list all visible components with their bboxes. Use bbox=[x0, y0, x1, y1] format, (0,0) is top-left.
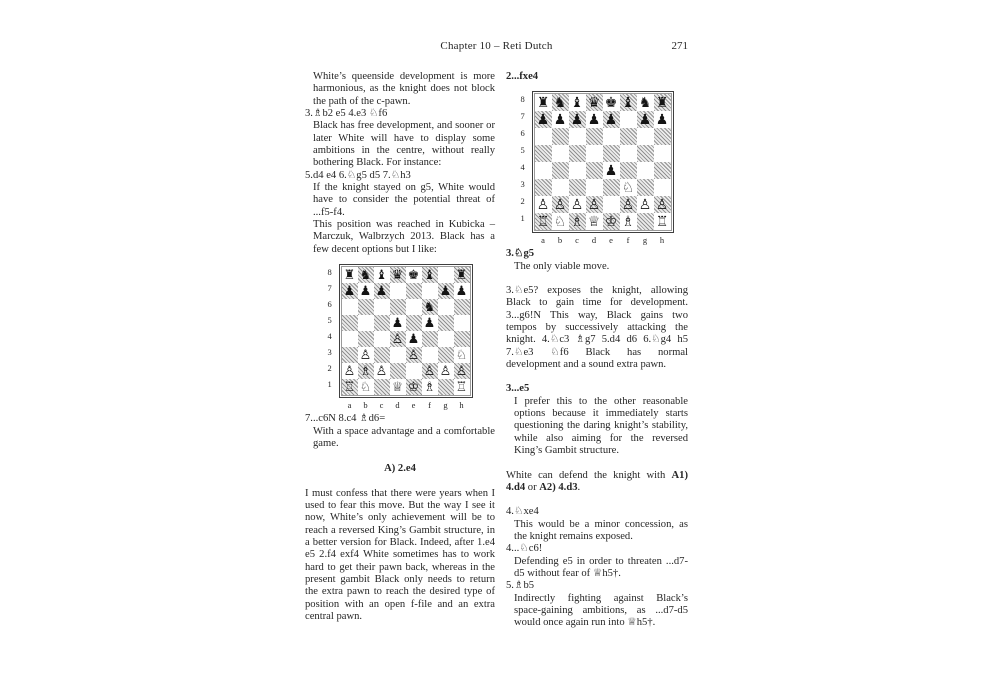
square-d6 bbox=[390, 299, 406, 315]
rank-label: 1 bbox=[520, 213, 525, 224]
file-label: e bbox=[609, 235, 613, 246]
square-e3 bbox=[603, 179, 620, 196]
square-a7 bbox=[342, 283, 358, 299]
white-knight-icon: ♘ bbox=[455, 347, 468, 363]
square-a2 bbox=[535, 196, 552, 213]
board-rank-row bbox=[535, 145, 671, 162]
black-knight-icon: ♞ bbox=[638, 94, 652, 111]
square-b7 bbox=[358, 283, 374, 299]
square-d5 bbox=[586, 145, 603, 162]
paragraph: White’s queenside development is more harmonious, as the knight does not block the path of the c-pawn. bbox=[313, 71, 495, 107]
square-b6 bbox=[552, 128, 569, 145]
square-h8 bbox=[454, 267, 470, 283]
white-knight-icon: ♘ bbox=[359, 379, 372, 395]
square-e4 bbox=[406, 331, 422, 347]
square-b1 bbox=[358, 379, 374, 395]
move-line: 5.d4 e4 6.♘g5 d5 7.♘h3 bbox=[305, 169, 411, 181]
white-pawn-icon: ♙ bbox=[343, 363, 356, 379]
move-line: 7...c6N 8.c4 ♗d6= bbox=[305, 413, 386, 425]
square-g1 bbox=[637, 213, 654, 230]
move-line: 5.♗b5 bbox=[506, 580, 535, 592]
square-a4 bbox=[535, 162, 552, 179]
square-a1 bbox=[535, 213, 552, 230]
rank-label: 1 bbox=[327, 379, 332, 390]
black-bishop-icon: ♝ bbox=[570, 94, 584, 111]
white-queen-icon: ♕ bbox=[391, 379, 404, 395]
white-rook-icon: ♖ bbox=[343, 379, 356, 395]
square-c8 bbox=[569, 94, 586, 111]
square-c6 bbox=[569, 128, 586, 145]
square-f2 bbox=[422, 363, 438, 379]
white-pawn-icon: ♙ bbox=[439, 363, 452, 379]
square-g6 bbox=[438, 299, 454, 315]
square-f7 bbox=[620, 111, 637, 128]
square-g8 bbox=[438, 267, 454, 283]
paragraph: 3.♘e5? exposes the knight, allowing Black to gain time for development. 3...g6!N This way, Black gains two tempos by successively attacking the knight. 4.♘c3 ♗g7 5.d4 d6 6.♘g4 h5 7.♘e3 ♘f6 Black has normal development and a sound extra pawn. bbox=[506, 285, 688, 371]
square-f3 bbox=[422, 347, 438, 363]
black-queen-icon: ♛ bbox=[587, 94, 601, 111]
board-rank-row bbox=[535, 213, 671, 230]
paragraph: Indirectly fighting against Black’s space-gaining ambitions, as ...d7-d5 would once again run into ♕h5†. bbox=[514, 592, 688, 629]
square-d7 bbox=[586, 111, 603, 128]
square-e2 bbox=[603, 196, 620, 213]
square-a5 bbox=[535, 145, 552, 162]
page-header bbox=[305, 40, 688, 53]
square-b2 bbox=[552, 196, 569, 213]
square-g1 bbox=[438, 379, 454, 395]
black-rook-icon: ♜ bbox=[343, 267, 356, 283]
square-a8 bbox=[342, 267, 358, 283]
spacer bbox=[506, 273, 688, 285]
board-rank-row bbox=[535, 94, 671, 111]
square-g8 bbox=[637, 94, 654, 111]
square-h4 bbox=[454, 331, 470, 347]
board-rank-row bbox=[342, 363, 470, 379]
chapter-title: Chapter 10 – Reti Dutch bbox=[440, 40, 553, 52]
square-h5 bbox=[654, 145, 671, 162]
square-f4 bbox=[422, 331, 438, 347]
file-label: g bbox=[443, 400, 448, 411]
black-bishop-icon: ♝ bbox=[621, 94, 635, 111]
square-e7 bbox=[406, 283, 422, 299]
square-h3 bbox=[454, 347, 470, 363]
square-b2 bbox=[358, 363, 374, 379]
square-f7 bbox=[422, 283, 438, 299]
white-pawn-icon: ♙ bbox=[536, 196, 550, 213]
black-pawn-icon: ♟ bbox=[553, 111, 567, 128]
white-pawn-icon: ♙ bbox=[359, 347, 372, 363]
square-a5 bbox=[342, 315, 358, 331]
white-bishop-icon: ♗ bbox=[570, 213, 584, 230]
file-label: h bbox=[659, 235, 665, 246]
chess-board-squares bbox=[534, 93, 672, 231]
square-e6 bbox=[603, 128, 620, 145]
square-g5 bbox=[637, 145, 654, 162]
square-b6 bbox=[358, 299, 374, 315]
square-c3 bbox=[569, 179, 586, 196]
move-heading: 2...fxe4 bbox=[506, 71, 539, 82]
square-h2 bbox=[454, 363, 470, 379]
black-pawn-icon: ♟ bbox=[423, 315, 436, 331]
rank-label: 7 bbox=[327, 283, 332, 294]
right-column bbox=[506, 71, 688, 630]
white-king-icon: ♔ bbox=[604, 213, 618, 230]
black-bishop-icon: ♝ bbox=[375, 267, 388, 283]
file-label: a bbox=[541, 235, 545, 246]
square-d6 bbox=[586, 128, 603, 145]
square-e8 bbox=[406, 267, 422, 283]
square-h4 bbox=[654, 162, 671, 179]
file-labels bbox=[535, 236, 674, 245]
board-rank-row bbox=[342, 331, 470, 347]
spacer bbox=[506, 458, 688, 470]
white-pawn-icon: ♙ bbox=[375, 363, 388, 379]
square-b5 bbox=[358, 315, 374, 331]
file-label: b bbox=[363, 400, 368, 411]
square-b7 bbox=[552, 111, 569, 128]
board-rank-row bbox=[535, 196, 671, 213]
board-rank-row bbox=[342, 283, 470, 299]
square-e7 bbox=[603, 111, 620, 128]
black-rook-icon: ♜ bbox=[655, 94, 669, 111]
file-label: d bbox=[395, 400, 400, 411]
left-column bbox=[305, 71, 495, 623]
square-a2 bbox=[342, 363, 358, 379]
board-with-rank-labels bbox=[521, 91, 674, 233]
board-rank-row bbox=[342, 299, 470, 315]
square-h3 bbox=[654, 179, 671, 196]
file-label: g bbox=[642, 235, 648, 246]
file-label: c bbox=[575, 235, 579, 246]
square-f8 bbox=[422, 267, 438, 283]
spacer bbox=[506, 494, 688, 506]
board-rank-row bbox=[342, 347, 470, 363]
page-number: 271 bbox=[671, 40, 688, 52]
black-pawn-icon: ♟ bbox=[439, 283, 452, 299]
square-c6 bbox=[374, 299, 390, 315]
rank-label: 6 bbox=[327, 299, 332, 310]
white-bishop-icon: ♗ bbox=[423, 379, 436, 395]
text-run: or bbox=[525, 481, 540, 493]
rank-label: 5 bbox=[327, 315, 332, 326]
square-d8 bbox=[586, 94, 603, 111]
square-h7 bbox=[454, 283, 470, 299]
square-g5 bbox=[438, 315, 454, 331]
board-rank-row bbox=[342, 315, 470, 331]
square-d7 bbox=[390, 283, 406, 299]
white-pawn-icon: ♙ bbox=[407, 347, 420, 363]
square-e5 bbox=[406, 315, 422, 331]
black-queen-icon: ♛ bbox=[391, 267, 404, 283]
black-pawn-icon: ♟ bbox=[391, 315, 404, 331]
section-heading: A) 2.e4 bbox=[384, 463, 416, 475]
paragraph: This position was reached in Kubicka – Marczuk, Walbrzych 2013. Black has a few decent options but I like: bbox=[313, 219, 495, 255]
text-run: A2) 4.d3 bbox=[539, 481, 578, 493]
square-a1 bbox=[342, 379, 358, 395]
square-a7 bbox=[535, 111, 552, 128]
square-f6 bbox=[422, 299, 438, 315]
square-f4 bbox=[620, 162, 637, 179]
white-bishop-icon: ♗ bbox=[621, 213, 635, 230]
square-c4 bbox=[569, 162, 586, 179]
paragraph: The only viable move. bbox=[514, 260, 610, 272]
board-rank-row bbox=[342, 267, 470, 283]
square-h6 bbox=[454, 299, 470, 315]
white-pawn-icon: ♙ bbox=[638, 196, 652, 213]
square-f1 bbox=[422, 379, 438, 395]
square-b1 bbox=[552, 213, 569, 230]
white-pawn-icon: ♙ bbox=[655, 196, 669, 213]
white-bishop-icon: ♗ bbox=[359, 363, 372, 379]
paragraph: If the knight stayed on g5, White would have to consider the potential threat of ...f5-f4. bbox=[313, 182, 495, 218]
square-e1 bbox=[406, 379, 422, 395]
left-chess-diagram bbox=[328, 264, 473, 410]
move-line: 3.♗b2 e5 4.e3 ♘f6 bbox=[305, 108, 388, 120]
black-pawn-icon: ♟ bbox=[343, 283, 356, 299]
square-a3 bbox=[342, 347, 358, 363]
black-rook-icon: ♜ bbox=[455, 267, 468, 283]
square-c7 bbox=[374, 283, 390, 299]
text-run: . bbox=[577, 481, 581, 493]
square-b8 bbox=[358, 267, 374, 283]
rank-labels bbox=[328, 264, 339, 398]
square-g2 bbox=[438, 363, 454, 379]
black-king-icon: ♚ bbox=[604, 94, 618, 111]
white-pawn-icon: ♙ bbox=[621, 196, 635, 213]
square-f2 bbox=[620, 196, 637, 213]
square-a4 bbox=[342, 331, 358, 347]
white-rook-icon: ♖ bbox=[655, 213, 669, 230]
paragraph bbox=[506, 470, 688, 495]
rank-label: 4 bbox=[520, 162, 525, 173]
move-line: 4...♘c6! bbox=[506, 543, 543, 555]
move-heading: 3...e5 bbox=[506, 383, 530, 395]
black-pawn-icon: ♟ bbox=[455, 283, 468, 299]
square-e2 bbox=[406, 363, 422, 379]
square-h6 bbox=[654, 128, 671, 145]
file-label: f bbox=[428, 400, 431, 411]
square-d2 bbox=[390, 363, 406, 379]
rank-label: 3 bbox=[520, 179, 525, 190]
black-knight-icon: ♞ bbox=[359, 267, 372, 283]
rank-labels bbox=[521, 91, 532, 233]
white-pawn-icon: ♙ bbox=[423, 363, 436, 379]
black-bishop-icon: ♝ bbox=[423, 267, 436, 283]
file-label: c bbox=[379, 400, 384, 411]
square-b3 bbox=[552, 179, 569, 196]
square-f8 bbox=[620, 94, 637, 111]
square-c2 bbox=[374, 363, 390, 379]
rank-label: 4 bbox=[327, 331, 332, 342]
white-king-icon: ♔ bbox=[407, 379, 420, 395]
square-c7 bbox=[569, 111, 586, 128]
black-pawn-icon: ♟ bbox=[375, 283, 388, 299]
file-label: b bbox=[557, 235, 563, 246]
black-pawn-icon: ♟ bbox=[359, 283, 372, 299]
rank-label: 7 bbox=[520, 111, 525, 122]
board-rank-row bbox=[342, 379, 470, 395]
square-b5 bbox=[552, 145, 569, 162]
white-knight-icon: ♘ bbox=[621, 179, 635, 196]
paragraph: With a space advantage and a comfortable game. bbox=[313, 425, 495, 449]
square-f3 bbox=[620, 179, 637, 196]
spacer bbox=[506, 371, 688, 383]
black-pawn-icon: ♟ bbox=[604, 162, 618, 179]
square-e3 bbox=[406, 347, 422, 363]
white-pawn-icon: ♙ bbox=[455, 363, 468, 379]
square-d1 bbox=[586, 213, 603, 230]
square-e5 bbox=[603, 145, 620, 162]
black-knight-icon: ♞ bbox=[553, 94, 567, 111]
square-b3 bbox=[358, 347, 374, 363]
square-f5 bbox=[422, 315, 438, 331]
board-rank-row bbox=[535, 162, 671, 179]
rank-label: 5 bbox=[520, 145, 525, 156]
square-d1 bbox=[390, 379, 406, 395]
page-content bbox=[305, 71, 688, 630]
black-king-icon: ♚ bbox=[407, 267, 420, 283]
black-pawn-icon: ♟ bbox=[407, 331, 420, 347]
move-line: 4.♘xe4 bbox=[506, 506, 539, 518]
rank-label: 8 bbox=[520, 94, 525, 105]
white-pawn-icon: ♙ bbox=[587, 196, 601, 213]
square-g2 bbox=[637, 196, 654, 213]
square-b4 bbox=[552, 162, 569, 179]
right-chess-diagram bbox=[521, 91, 674, 245]
rank-label: 2 bbox=[520, 196, 525, 207]
square-h1 bbox=[454, 379, 470, 395]
square-g6 bbox=[637, 128, 654, 145]
square-c1 bbox=[374, 379, 390, 395]
white-knight-icon: ♘ bbox=[553, 213, 567, 230]
file-label: a bbox=[347, 400, 352, 411]
square-d2 bbox=[586, 196, 603, 213]
square-d3 bbox=[586, 179, 603, 196]
square-c3 bbox=[374, 347, 390, 363]
paragraph: This would be a minor concession, as the knight remains exposed. bbox=[514, 518, 688, 542]
square-e6 bbox=[406, 299, 422, 315]
square-f5 bbox=[620, 145, 637, 162]
square-f6 bbox=[620, 128, 637, 145]
white-queen-icon: ♕ bbox=[587, 213, 601, 230]
square-b4 bbox=[358, 331, 374, 347]
square-a6 bbox=[342, 299, 358, 315]
text-run: White can defend the knight with bbox=[506, 469, 672, 481]
square-g3 bbox=[637, 179, 654, 196]
chess-board bbox=[339, 264, 473, 398]
black-knight-icon: ♞ bbox=[423, 299, 436, 315]
square-c5 bbox=[569, 145, 586, 162]
rank-label: 2 bbox=[327, 363, 332, 374]
black-pawn-icon: ♟ bbox=[587, 111, 601, 128]
square-e4 bbox=[603, 162, 620, 179]
square-g4 bbox=[438, 331, 454, 347]
square-a3 bbox=[535, 179, 552, 196]
file-label: h bbox=[459, 400, 464, 411]
rank-label: 6 bbox=[520, 128, 525, 139]
square-b8 bbox=[552, 94, 569, 111]
square-h5 bbox=[454, 315, 470, 331]
black-pawn-icon: ♟ bbox=[570, 111, 584, 128]
paragraph: I prefer this to the other reasonable options because it immediately starts questioning the daring knight’s stability, while also aiming for the reversed King’s Gambit structure. bbox=[514, 395, 688, 457]
text-run: A1) 4.d4 bbox=[506, 469, 688, 493]
square-f1 bbox=[620, 213, 637, 230]
square-h8 bbox=[654, 94, 671, 111]
black-pawn-icon: ♟ bbox=[638, 111, 652, 128]
square-c8 bbox=[374, 267, 390, 283]
square-c1 bbox=[569, 213, 586, 230]
square-g4 bbox=[637, 162, 654, 179]
black-pawn-icon: ♟ bbox=[655, 111, 669, 128]
square-e1 bbox=[603, 213, 620, 230]
rank-label: 3 bbox=[327, 347, 332, 358]
file-labels bbox=[342, 401, 473, 410]
square-c5 bbox=[374, 315, 390, 331]
black-rook-icon: ♜ bbox=[536, 94, 550, 111]
square-c2 bbox=[569, 196, 586, 213]
white-rook-icon: ♖ bbox=[455, 379, 468, 395]
square-d3 bbox=[390, 347, 406, 363]
rank-label: 8 bbox=[327, 267, 332, 278]
file-label: e bbox=[411, 400, 416, 411]
square-c4 bbox=[374, 331, 390, 347]
square-h2 bbox=[654, 196, 671, 213]
white-pawn-icon: ♙ bbox=[553, 196, 567, 213]
square-d4 bbox=[586, 162, 603, 179]
paragraph: I must confess that there were years when I used to fear this move. But the way I see it now, White’s only achievement will be to reach a reversed King’s Gambit structure, in a better version for Black. Indeed, after 1.e4 e5 2.f4 exf4 White sometimes has to work hard to get their pawn back, whereas in the present gambit Black only needs to return the extra pawn to reach the desired type of position with an open f-file and an extra central pawn. bbox=[305, 487, 495, 622]
move-heading: 3.♘g5 bbox=[506, 248, 535, 260]
square-h7 bbox=[654, 111, 671, 128]
paragraph: Defending e5 in order to threaten ...d7-d5 without fear of ♕h5†. bbox=[514, 555, 688, 579]
board-rank-row bbox=[535, 128, 671, 145]
white-pawn-icon: ♙ bbox=[391, 331, 404, 347]
board-rank-row bbox=[535, 179, 671, 196]
white-rook-icon: ♖ bbox=[536, 213, 550, 230]
square-d4 bbox=[390, 331, 406, 347]
square-g7 bbox=[438, 283, 454, 299]
board-rank-row bbox=[535, 111, 671, 128]
square-e8 bbox=[603, 94, 620, 111]
paragraph: Black has free development, and sooner or later White will have to display some ambitions in the centre, without really bothering Black. For instance: bbox=[313, 120, 495, 169]
black-pawn-icon: ♟ bbox=[604, 111, 618, 128]
file-label: f bbox=[626, 235, 630, 246]
chess-board bbox=[532, 91, 674, 233]
square-h1 bbox=[654, 213, 671, 230]
square-a6 bbox=[535, 128, 552, 145]
square-g7 bbox=[637, 111, 654, 128]
board-with-rank-labels bbox=[328, 264, 473, 398]
white-pawn-icon: ♙ bbox=[570, 196, 584, 213]
chess-board-squares bbox=[341, 266, 471, 396]
file-label: d bbox=[591, 235, 597, 246]
square-a8 bbox=[535, 94, 552, 111]
black-pawn-icon: ♟ bbox=[536, 111, 550, 128]
square-g3 bbox=[438, 347, 454, 363]
square-d5 bbox=[390, 315, 406, 331]
square-d8 bbox=[390, 267, 406, 283]
